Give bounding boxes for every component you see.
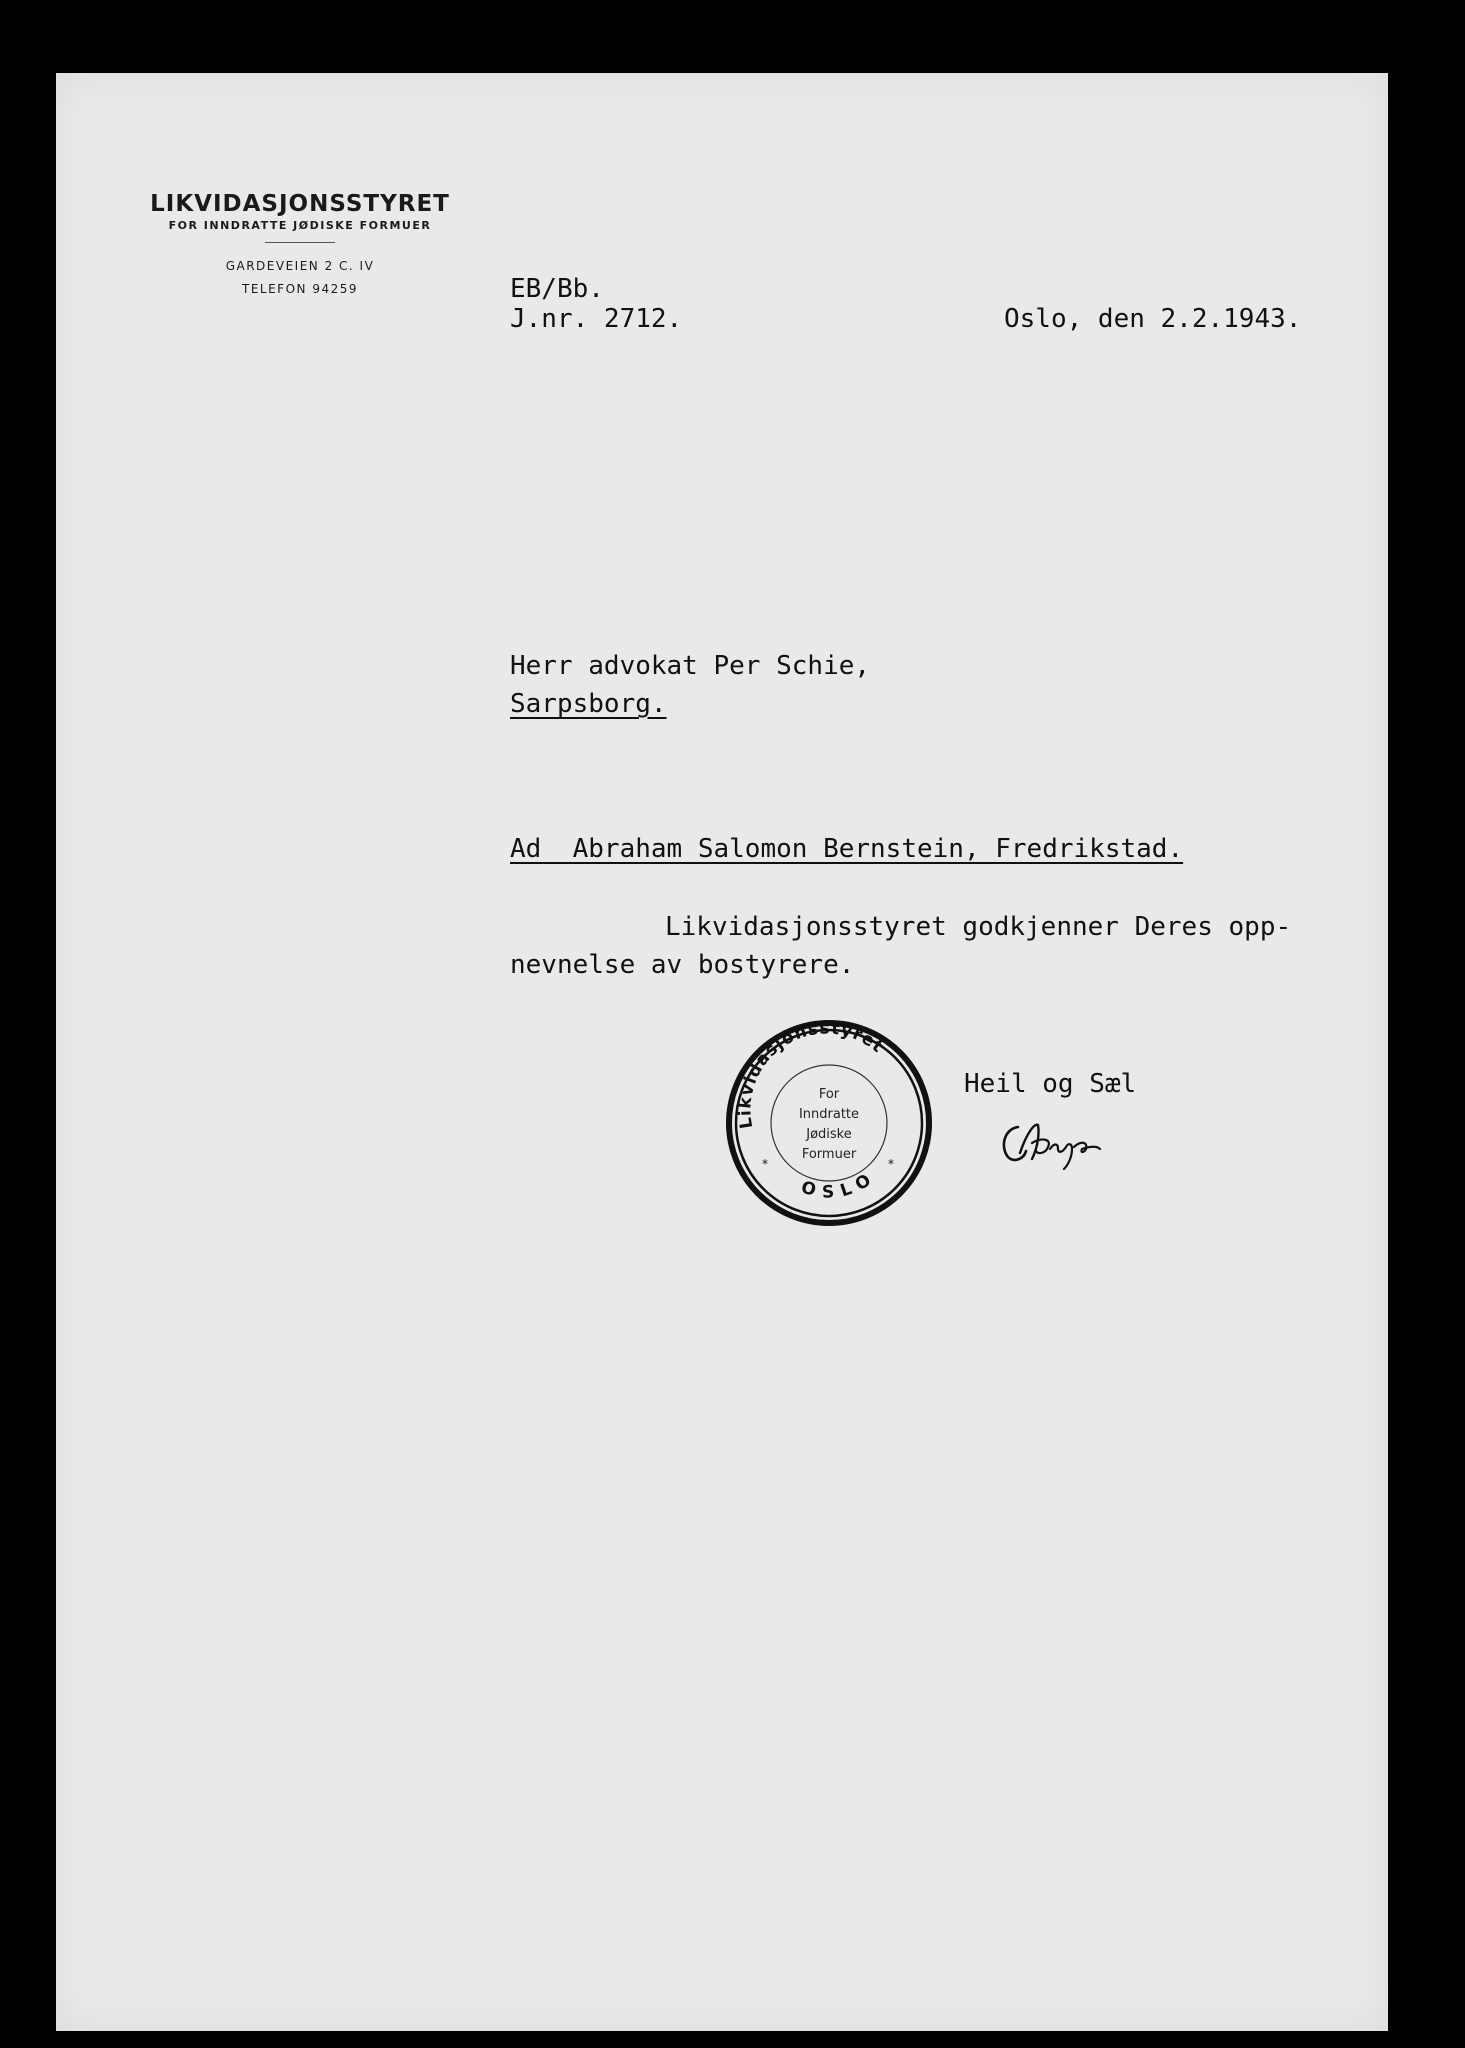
stamp-center-line-4: Formuer (801, 1147, 857, 1162)
stamp-star-left: * (762, 1157, 768, 1171)
journal-number: J.nr. 2712. (510, 304, 683, 334)
svg-text:OSLO (799, 1166, 881, 1203)
date-line: Oslo, den 2.2.1943. (1004, 304, 1302, 334)
stamp-bottom-text: OSLO (799, 1165, 882, 1203)
letterhead-subtitle: FOR INNDRATTE JØDISKE FORMUER (168, 219, 432, 232)
recipient-name: Herr advokat Per Schie, (510, 651, 871, 681)
letterhead-divider (265, 242, 335, 243)
document-page (56, 73, 1388, 2031)
letterhead-phone: TELEFON 94259 (242, 282, 358, 296)
stamp-star-right: * (888, 1157, 894, 1171)
letterhead (124, 191, 476, 301)
stamp-ring-text: Likvidasjonsstyret (735, 1018, 888, 1130)
stamp-center-line-3: Jødiske (806, 1127, 852, 1142)
letterhead-organization: LIKVIDASJONSSTYRET (150, 191, 450, 217)
reference-initials: EB/Bb. (510, 274, 604, 304)
recipient-city: Sarpsborg. (510, 689, 667, 719)
body-line-2: nevnelse av bostyrere. (510, 950, 855, 980)
letterhead-address: GARDEVEIEN 2 C. IV (225, 259, 375, 273)
official-stamp (724, 1018, 934, 1228)
subject-line: Ad Abraham Salomon Bernstein, Fredrikstad. (510, 834, 1184, 864)
handwritten-signature (996, 1113, 1116, 1173)
body-line-1: Likvidasjonsstyret godkjenner Deres opp- (665, 912, 1292, 942)
stamp-center-line-1: For (818, 1087, 840, 1102)
stamp-center-line-2: Inndratte (798, 1107, 860, 1122)
closing: Heil og Sæl (964, 1069, 1137, 1099)
